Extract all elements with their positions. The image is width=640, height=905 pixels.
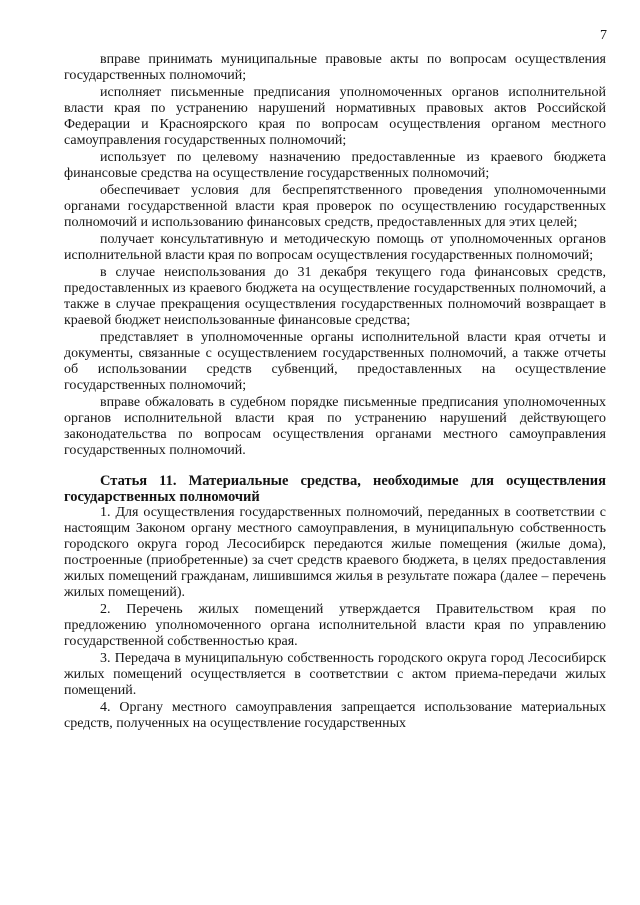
document-body [64,52,606,732]
paragraph-4: обеспечивает условия для беспрепятственного проведения уполномоченными органами государственной власти края проверок по осуществлению государственных полномочий и использованию финансовых средств, предоставленных для этих целей; [64,183,606,230]
paragraph-6: в случае неиспользования до 31 декабря текущего года финансовых средств, предоставленных из краевого бюджета на осуществление государственных полномочий, а также в случае прекращения осуществления государственных полномочий возвращает в краевой бюджет неиспользованные финансовые средства; [64,265,606,328]
paragraph-3: использует по целевому назначению предоставленные из краевого бюджета финансовые средства на осуществление государственных полномочий; [64,150,606,181]
article-paragraph-3: 3. Передача в муниципальную собственность городского округа город Лесосибирск жилых помещений осуществляется в соответствии с актом приема-передачи жилых помещений. [64,651,606,698]
article-paragraph-4: 4. Органу местного самоуправления запрещается использование материальных средств, полученных на осуществление государственных [64,700,606,731]
article-heading: Статья 11. Материальные средства, необходимые для осуществления государственных полномочий [64,473,606,505]
paragraph-5: получает консультативную и методическую помощь от уполномоченных органов исполнительной власти края по вопросам осуществления государственных полномочий; [64,232,606,263]
paragraph-1: вправе принимать муниципальные правовые акты по вопросам осуществления государственных полномочий; [64,52,606,83]
paragraph-7: представляет в уполномоченные органы исполнительной власти края отчеты и документы, связанные с осуществлением государственных полномочий, а также отчеты об использовании средств субвенций, предоставленных на осуществление государственных полномочий; [64,330,606,393]
paragraph-2: исполняет письменные предписания уполномоченных органов исполнительной власти края по устранению нарушений нормативных правовых актов Российской Федерации и Красноярского края по вопросам осуществления органом местного самоуправления государственных полномочий; [64,85,606,148]
paragraph-8: вправе обжаловать в судебном порядке письменные предписания уполномоченных органов исполнительной власти края по устранению нарушений действующего законодательства по вопросам осуществления органами местного самоуправления государственных полномочий. [64,395,606,458]
article-paragraph-1: 1. Для осуществления государственных полномочий, переданных в соответствии с настоящим Законом органу местного самоуправления, в муниципальную собственность городского округа город Лесосибирск передаются жилые помещения (жилые дома), построенные (приобретенные) за счет средств краевого бюджета, в целях предоставления жилых помещений гражданам, лишившимся жилья в результате пожара (далее – перечень жилых помещений). [64,505,606,600]
page-number: 7 [600,28,607,43]
article-paragraph-2: 2. Перечень жилых помещений утверждается Правительством края по предложению уполномоченного органа исполнительной власти края по управлению государственной собственностью края. [64,602,606,649]
